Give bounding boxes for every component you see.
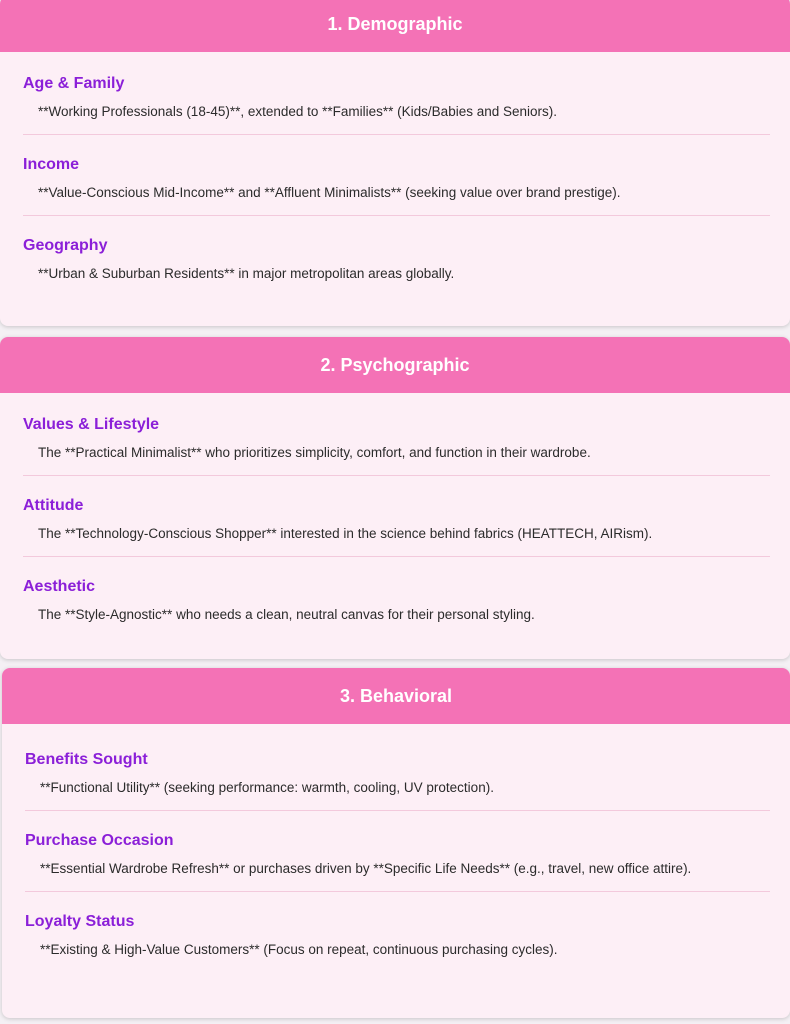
section-title: 2. Psychographic xyxy=(0,337,790,393)
list-item xyxy=(25,831,770,892)
item-title: Age & Family xyxy=(23,75,125,92)
item-description: **Essential Wardrobe Refresh** or purchases driven by **Specific Life Needs** (e.g., travel, new office attire). xyxy=(40,861,692,876)
item-title: Purchase Occasion xyxy=(25,832,174,849)
item-title: Benefits Sought xyxy=(25,751,148,768)
item-title: Income xyxy=(23,156,80,173)
item-title: Geography xyxy=(23,237,108,254)
item-title: Attitude xyxy=(23,497,84,514)
behavioral-card xyxy=(2,668,790,1018)
list-item xyxy=(25,750,770,811)
item-description: **Existing & High-Value Customers** (Focus on repeat, continuous purchasing cycles). xyxy=(40,942,558,957)
list-item xyxy=(23,155,770,216)
psychographic-card xyxy=(0,337,790,659)
item-description: The **Practical Minimalist** who prioritizes simplicity, comfort, and function in their wardrobe. xyxy=(38,445,591,460)
section-title: 3. Behavioral xyxy=(2,668,790,724)
item-description: The **Style-Agnostic** who needs a clean, neutral canvas for their personal styling. xyxy=(38,607,535,622)
section-title: 1. Demographic xyxy=(0,0,790,52)
item-title: Values & Lifestyle xyxy=(23,416,160,433)
list-item xyxy=(23,236,770,296)
list-item xyxy=(23,74,770,135)
list-item xyxy=(23,415,770,476)
item-description: **Urban & Suburban Residents** in major metropolitan areas globally. xyxy=(38,266,455,281)
item-description: **Working Professionals (18-45)**, extended to **Families** (Kids/Babies and Seniors). xyxy=(38,104,558,119)
item-title: Loyalty Status xyxy=(25,913,135,930)
list-item xyxy=(25,912,770,972)
list-item xyxy=(23,496,770,557)
item-description: The **Technology-Conscious Shopper** interested in the science behind fabrics (HEATTECH, AIRism). xyxy=(38,526,653,541)
item-description: **Value-Conscious Mid-Income** and **Affluent Minimalists** (seeking value over brand prestige). xyxy=(38,185,621,200)
item-title: Aesthetic xyxy=(23,578,96,595)
demographic-card xyxy=(0,0,790,326)
item-description: **Functional Utility** (seeking performance: warmth, cooling, UV protection). xyxy=(40,780,494,795)
list-item xyxy=(23,577,770,637)
